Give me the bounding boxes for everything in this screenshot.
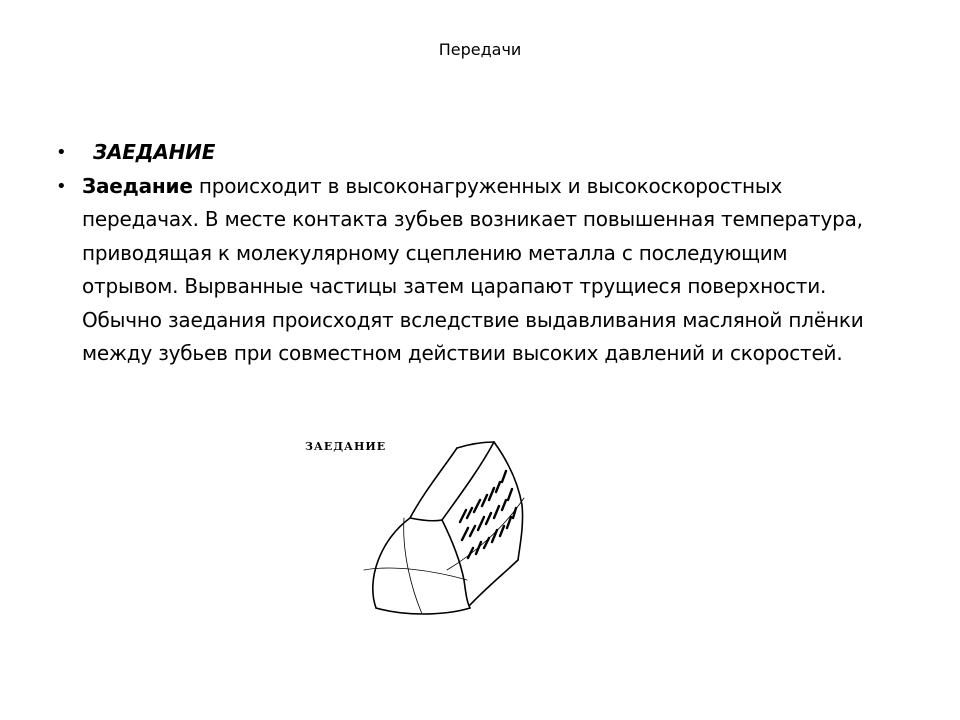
page-title: Передачи xyxy=(438,40,522,59)
bullet-list xyxy=(56,136,876,371)
gear-tooth-illustration xyxy=(292,430,542,630)
bullet-paragraph xyxy=(56,170,876,371)
bullet-marker: • xyxy=(56,175,67,197)
paragraph-text: происходит в высоконагруженных и высокоскоростных передачах. В месте контакта зубьев возникает повышенная температура, приводящая к молекулярному сцеплению металла с последующим отрывом. Вырванные частицы затем царапают трущиеся поверхности. Обычно заедания происходят вследствие выдавливания масляной плёнки между зубьев при совместном действии высоких давлений и скоростей. xyxy=(82,173,864,365)
term-bold: Заедание xyxy=(82,173,193,198)
figure-label: ЗАЕДАНИЕ xyxy=(305,440,387,453)
bullet-marker: • xyxy=(56,142,67,163)
bullet-heading xyxy=(56,136,876,170)
section-heading: ЗАЕДАНИЕ xyxy=(93,140,216,164)
